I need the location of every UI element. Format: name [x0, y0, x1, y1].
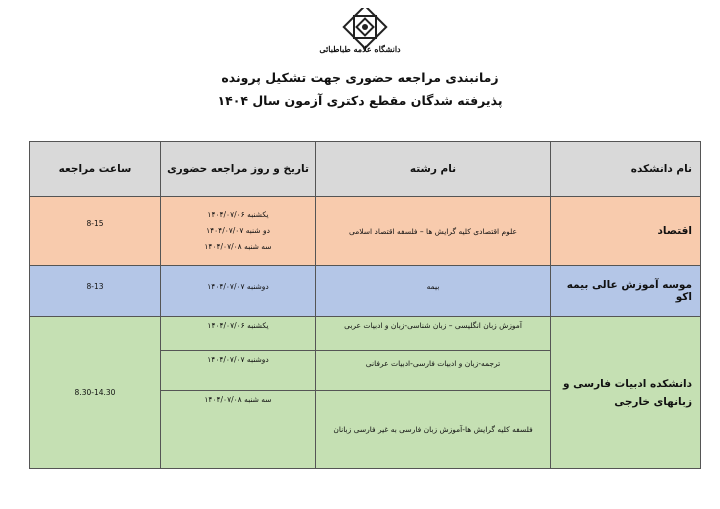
schedule-table [29, 141, 701, 469]
date-line: سه شنبه ۱۴۰۴/۰۷/۰۸ [204, 242, 272, 251]
column-header: تاریخ و روز مراجعه حضوری [161, 142, 316, 197]
field-cell: فلسفه کلیه گرایش ها-آموزش زبان فارسی به غیر فارسی زبانان [316, 391, 551, 469]
date-cell: دوشنبه ۱۴۰۴/۰۷/۰۷ [161, 266, 316, 317]
column-header: ساعت مراجعه [30, 142, 161, 197]
date-cell: یکشنبه ۱۴۰۴/۰۷/۰۶ [161, 317, 316, 351]
field-cell: ترجمه-زبان و ادبیات فارسی-ادبیات عرفانی [316, 351, 551, 391]
column-header: نام دانشکده [551, 142, 701, 197]
date-line: دو شنبه ۱۴۰۴/۰۷/۰۷ [206, 226, 270, 235]
time-cell: 8-15 [30, 197, 161, 266]
faculty-cell: موسه آموزش عالی بیمه اکو [551, 266, 701, 317]
page-title: زمانبندی مراجعه حضوری جهت تشکیل پرونده [221, 70, 499, 85]
date-cell: سه شنبه ۱۴۰۴/۰۷/۰۸ [161, 391, 316, 469]
faculty-cell: اقتصاد [551, 197, 701, 266]
field-cell: آموزش زبان انگلیسی – زبان شناسی-زبان و ادبیات عربی [316, 317, 551, 351]
field-cell: بیمه [316, 266, 551, 317]
table-row [30, 197, 701, 266]
column-header: نام رشته [316, 142, 551, 197]
table-row [30, 317, 701, 351]
page-subtitle: پذیرفته شدگان مقطع دکتری آزمون سال ۱۴۰۴ [217, 93, 503, 108]
date-cell: دوشنبه ۱۴۰۴/۰۷/۰۷ [161, 351, 316, 391]
date-cell [161, 197, 316, 266]
time-cell: 8-13 [30, 266, 161, 317]
table-row [30, 266, 701, 317]
logo-text: دانشگاه علامه طباطبائی [319, 44, 401, 54]
time-cell: 8.30-14.30 [30, 317, 161, 469]
field-cell: علوم اقتصادی کلیه گرایش ها – فلسفه اقتصاد اسلامی [316, 197, 551, 266]
date-line: یکشنبه ۱۴۰۴/۰۷/۰۶ [207, 210, 269, 219]
table-header-row [30, 142, 701, 197]
faculty-cell: دانشکده ادبیات فارسی و زبانهای خارجی [551, 317, 701, 469]
